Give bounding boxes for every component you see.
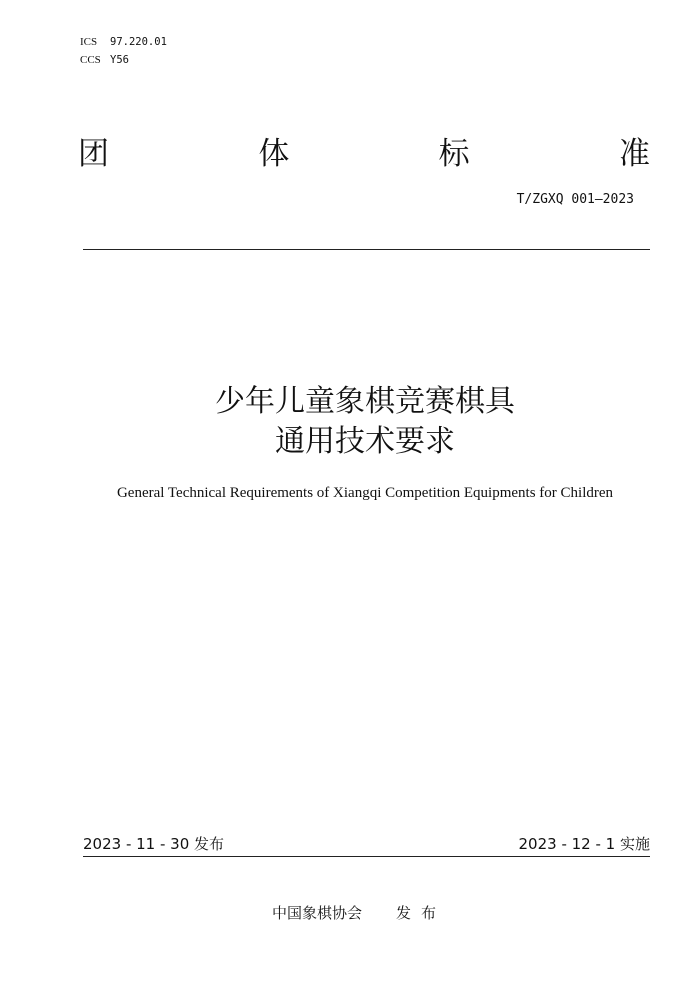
implement-date: 2023 - 12 - 1 实施 [518,835,650,853]
standard-number: T/ZGXQ 001—2023 [516,192,634,207]
ics-value: 97.220.01 [110,36,167,48]
heading-char-2: 体 [258,136,290,172]
heading-char-1: 团 [78,136,109,172]
ics-label: ICS [80,36,98,48]
title-en: General Technical Requirements of Xiangqi Competition Equipments for Children [116,485,614,501]
ccs-label: CCS [80,54,101,66]
heading-char-4: 准 [618,136,650,172]
publisher-line [272,904,446,922]
standard-type-heading [78,134,650,174]
header-divider [83,249,650,250]
publish-date: 2023 - 11 - 30 发布 [83,835,225,853]
issue-label: 发布 [396,904,447,922]
heading-char-3: 标 [438,136,470,172]
footer-divider [83,856,650,857]
ics-line [80,35,167,49]
publisher-name: 中国象棋协会 [272,904,363,922]
title-zh-line-2: 通用技术要求 [275,424,455,459]
ccs-value: Y56 [110,54,129,66]
title-zh-line-1: 少年儿童象棋竞赛棋具 [215,384,515,419]
ccs-line [80,53,129,67]
